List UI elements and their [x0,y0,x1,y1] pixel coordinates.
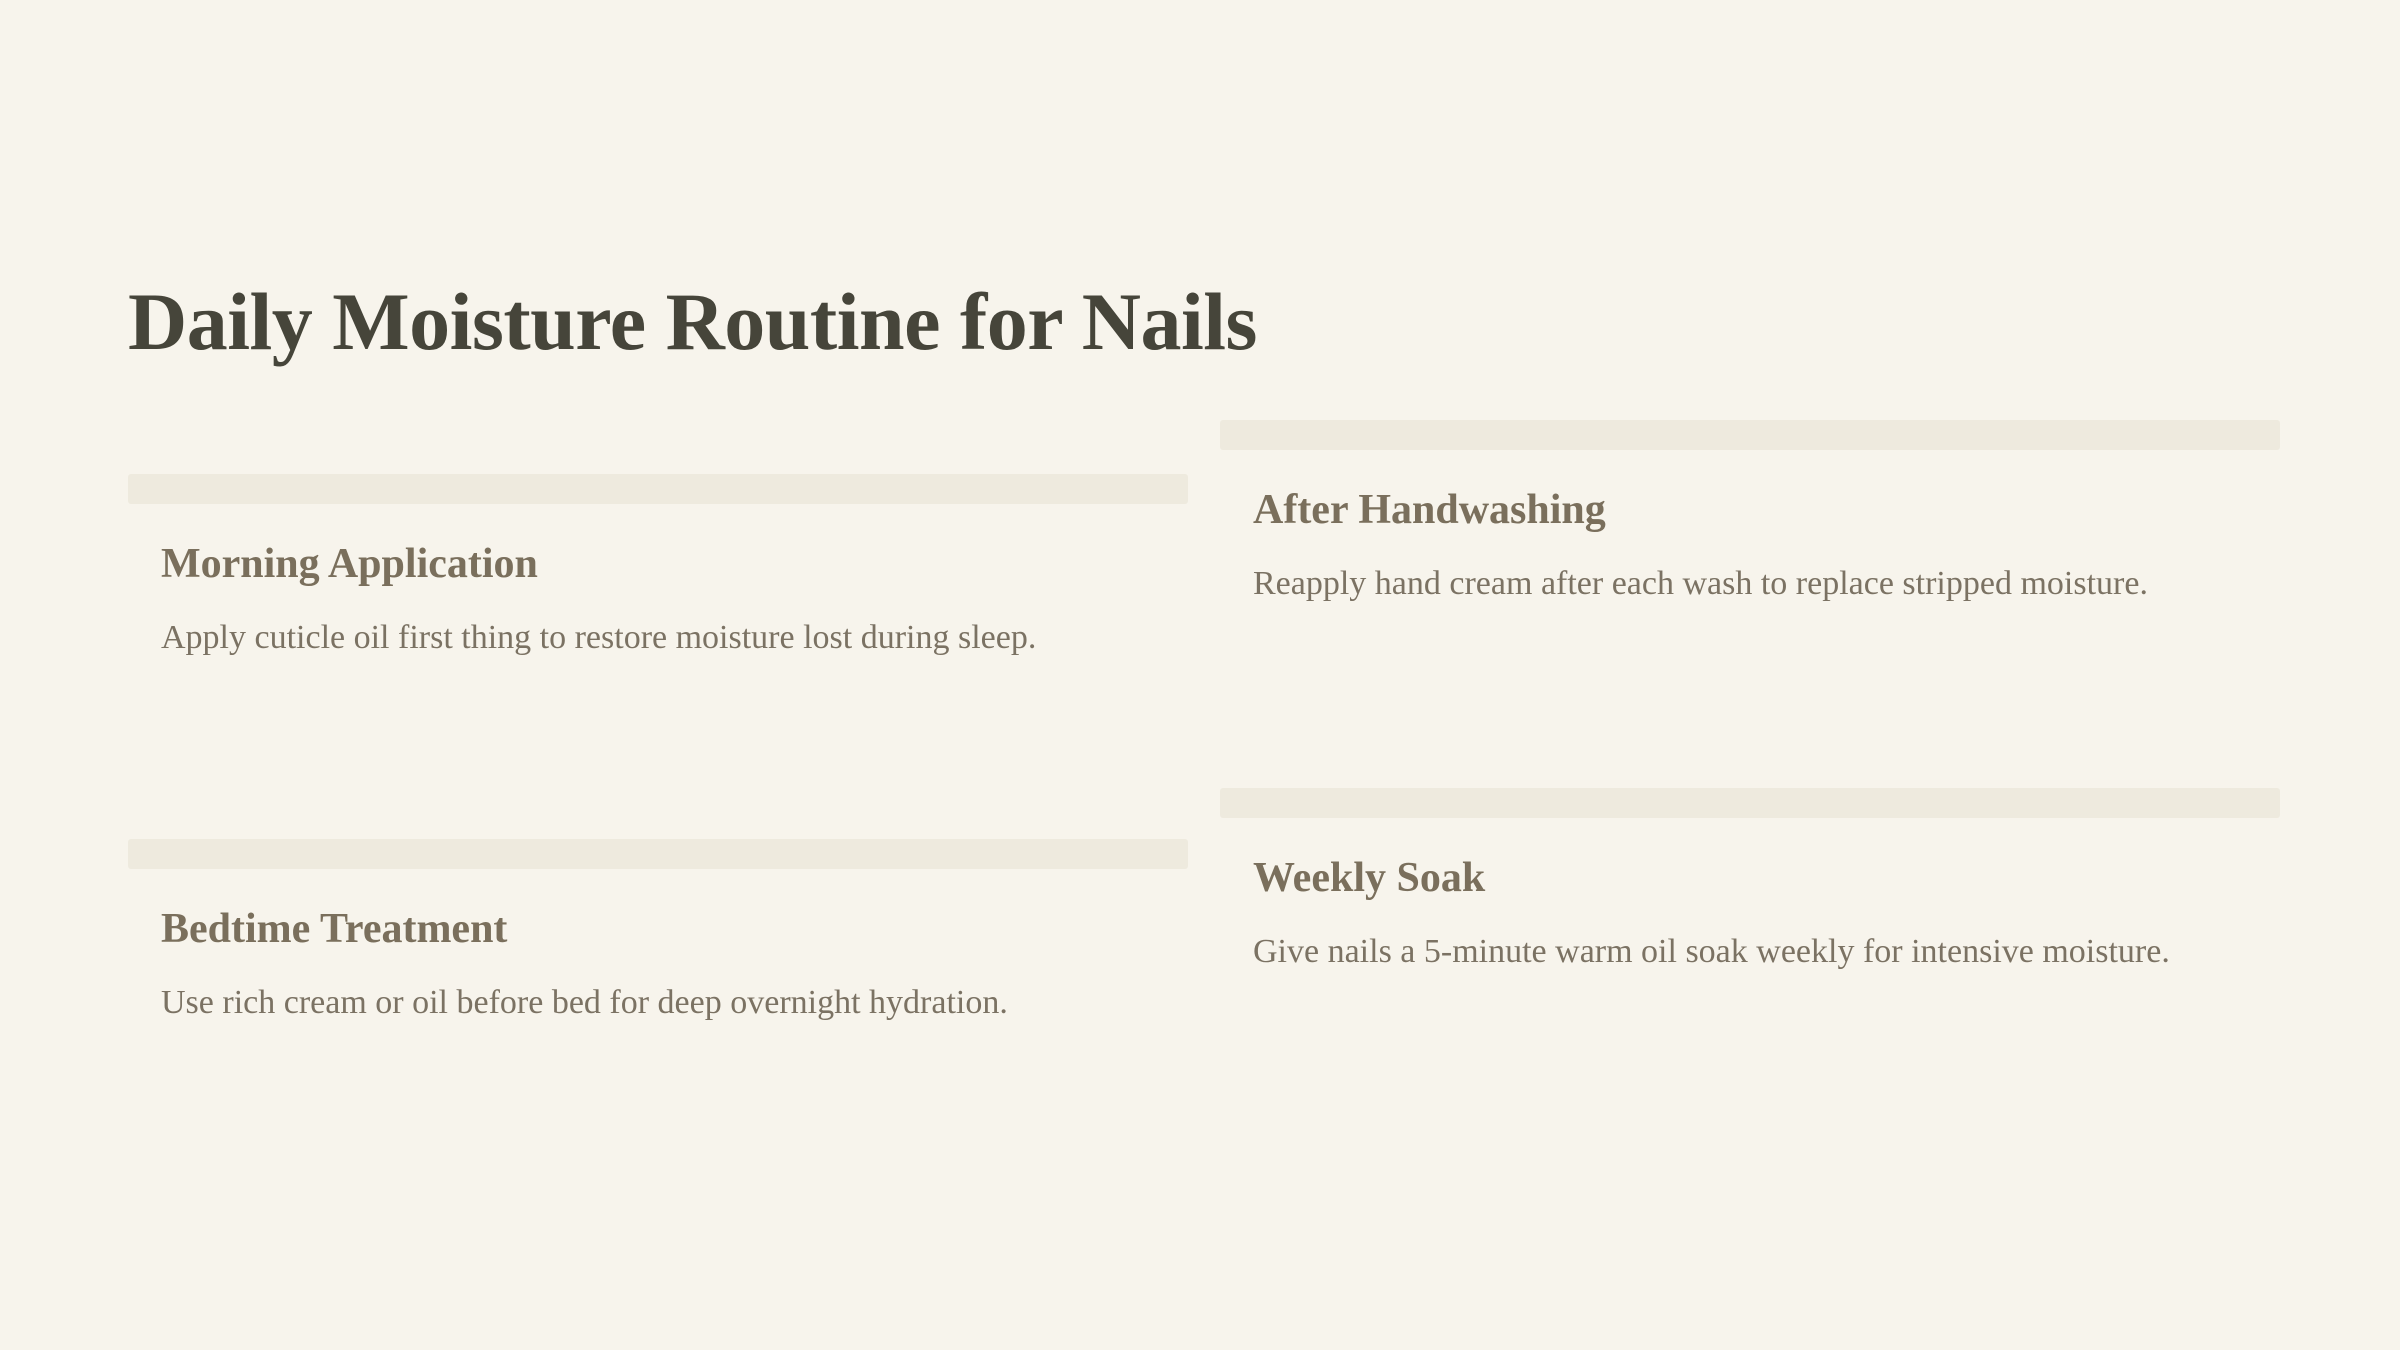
page-title: Daily Moisture Routine for Nails [128,275,1257,367]
card-column-left [128,420,1188,1029]
card-accent-bar [1220,420,2280,450]
card-after-handwashing [1220,420,2280,610]
card-accent-bar [1220,788,2280,818]
card-heading: After Handwashing [1253,487,1606,533]
card-body [128,906,1188,1029]
card-text: Reapply hand cream after each wash to replace stripped moisture. [1253,565,2148,603]
card-body [1220,487,2280,610]
card-heading: Bedtime Treatment [161,905,508,952]
card-body [128,541,1188,664]
card-bedtime-treatment [128,839,1188,1029]
card-column-right [1220,420,2280,978]
card-weekly-soak [1220,788,2280,978]
card-text: Apply cuticle oil first thing to restore moisture lost during sleep. [161,619,1037,657]
card-text: Use rich cream or oil before bed for deep overnight hydration. [161,984,1008,1022]
card-morning-application [128,474,1188,664]
card-accent-bar [128,839,1188,869]
card-body [1220,855,2280,978]
card-text: Give nails a 5-minute warm oil soak weekly for intensive moisture. [1253,933,2170,971]
card-accent-bar [128,474,1188,504]
card-heading: Weekly Soak [1253,854,1486,901]
card-heading: Morning Application [161,541,538,587]
